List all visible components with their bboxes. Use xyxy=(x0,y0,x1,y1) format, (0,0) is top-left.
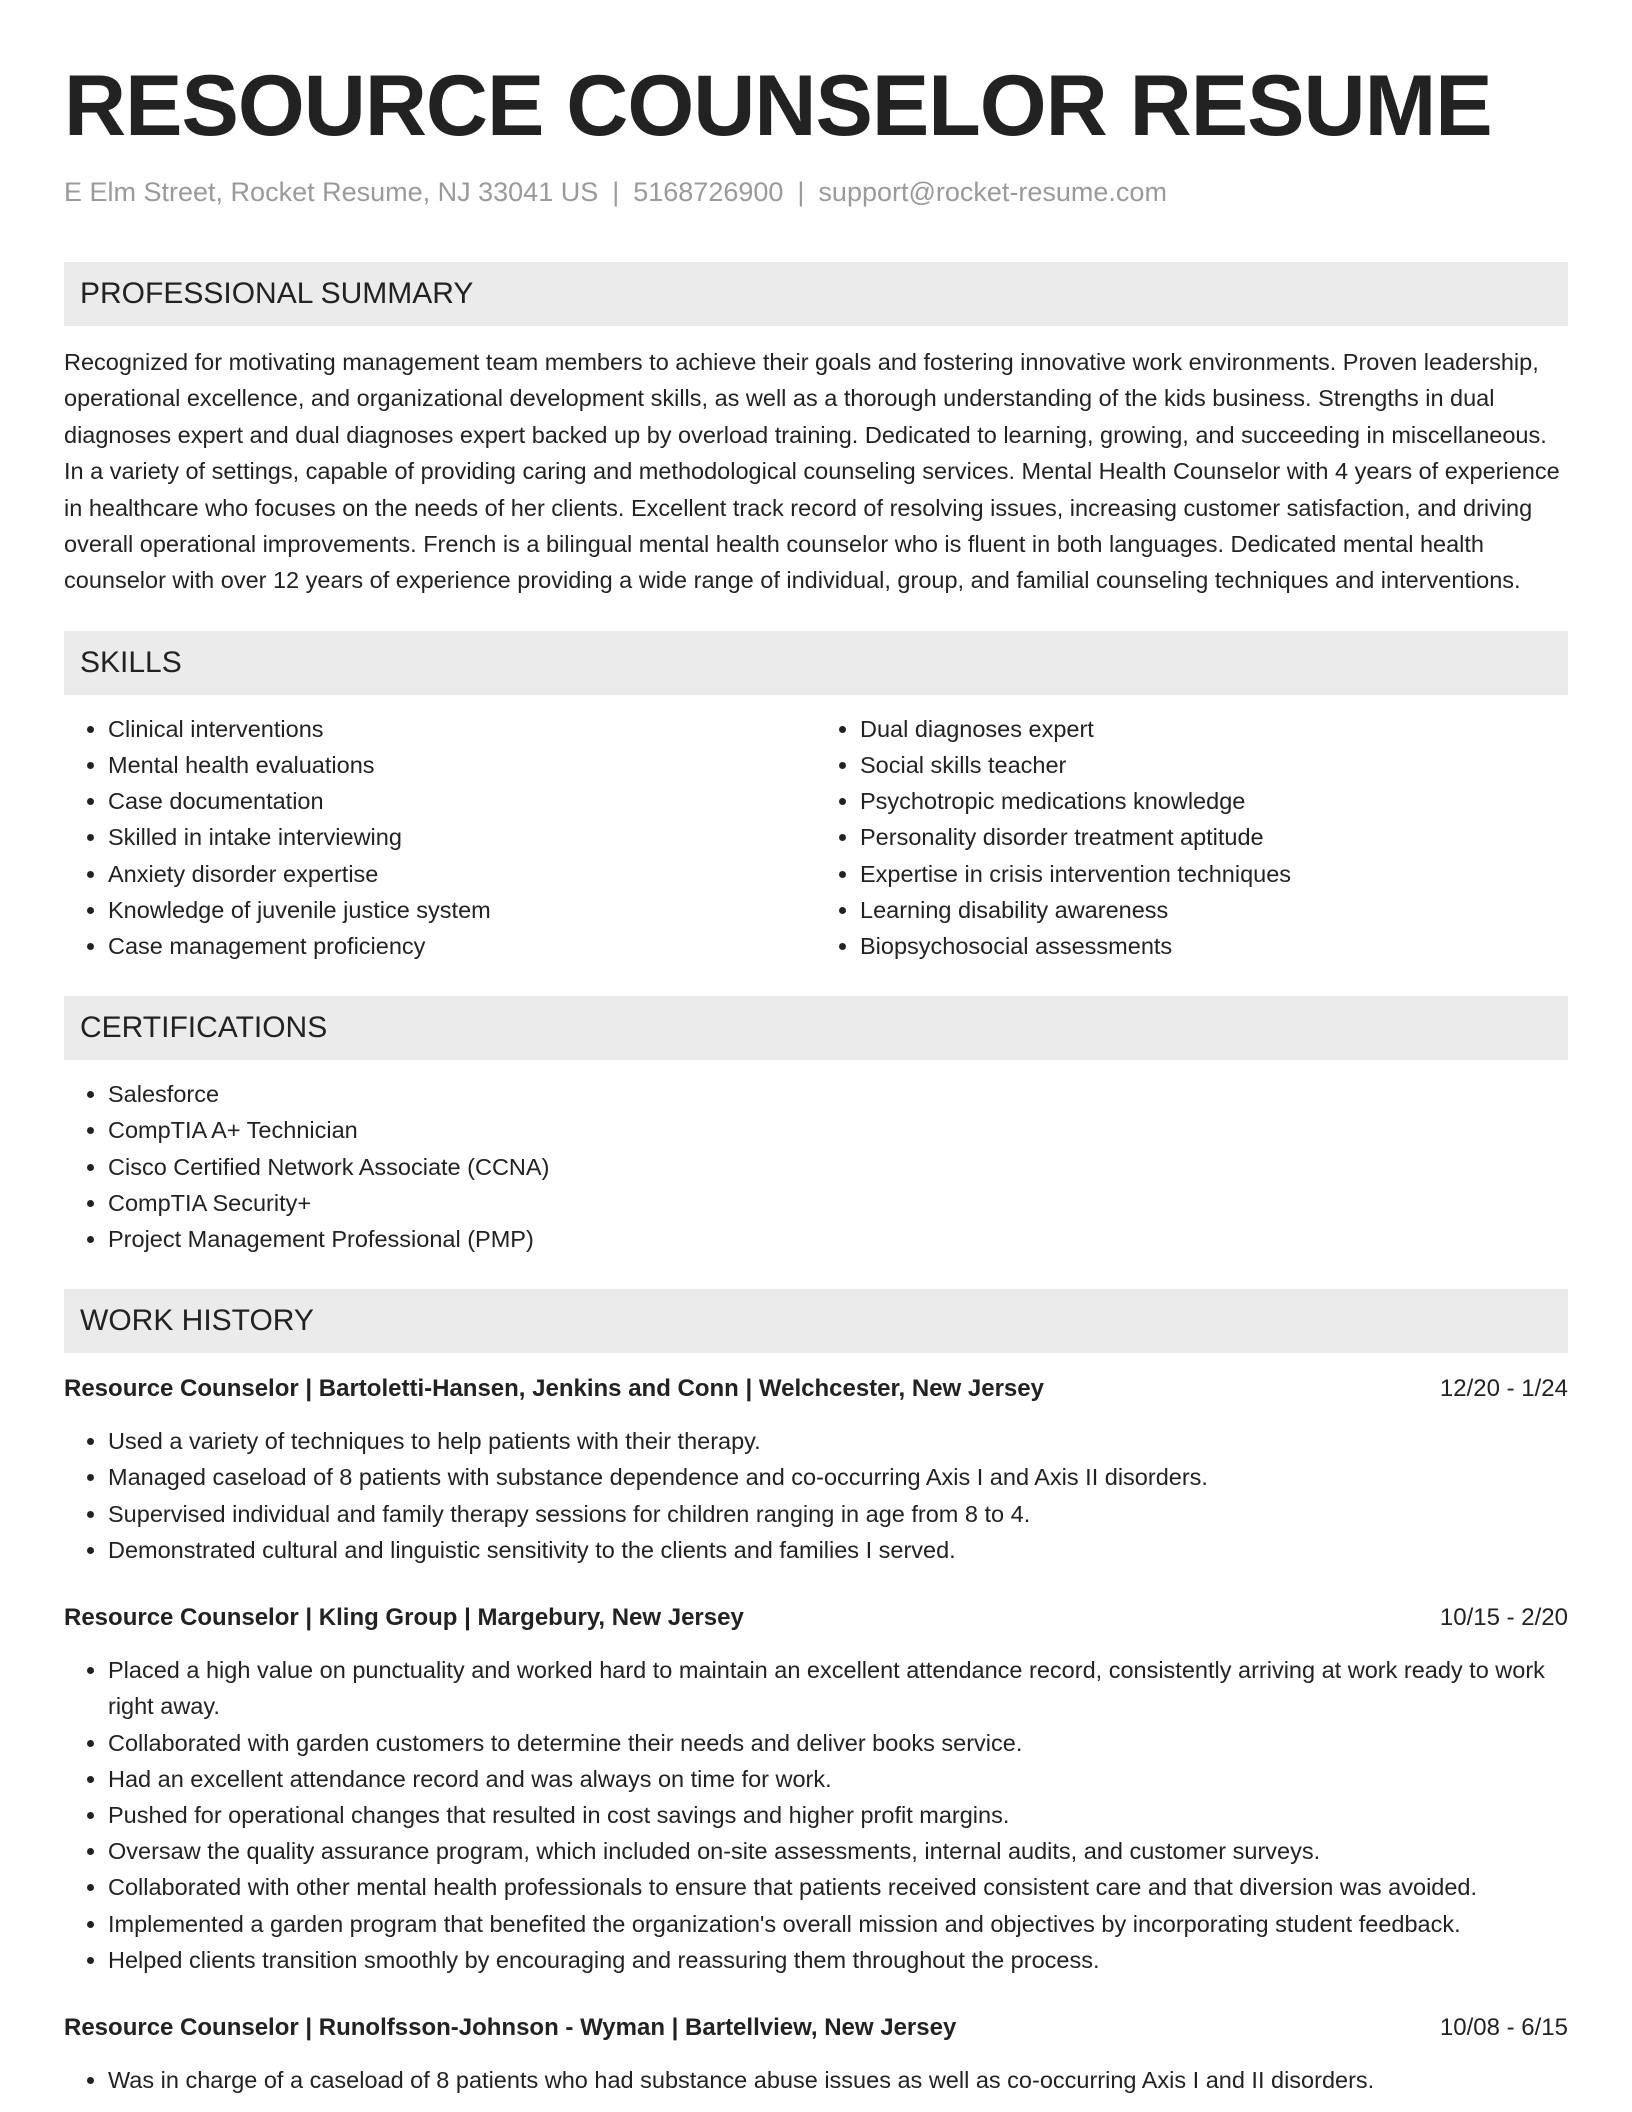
job-title: Resource Counselor | Kling Group | Margebury, New Jersey xyxy=(64,1604,744,1632)
job-bullet: • Pushed for operational changes that resulted in cost savings and higher profit margins. xyxy=(108,1797,1568,1833)
job-header xyxy=(64,1371,1568,1407)
skill-item: • Mental health evaluations xyxy=(108,747,816,783)
skill-item: • Learning disability awareness xyxy=(860,892,1568,928)
section-header-certifications: CERTIFICATIONS xyxy=(64,996,1568,1060)
skills-list-right xyxy=(816,711,1568,964)
section-header-summary: PROFESSIONAL SUMMARY xyxy=(64,262,1568,326)
certification-item: • CompTIA Security+ xyxy=(108,1185,1568,1221)
certifications-list xyxy=(64,1076,1568,1257)
job-bullet: • Placed a high value on punctuality and worked hard to maintain an excellent attendance record, consistently arriving at work ready to work right away. xyxy=(108,1652,1568,1724)
job-bullet: • Had an excellent attendance record and was always on time for work. xyxy=(108,1761,1568,1797)
skills-columns xyxy=(64,711,1568,964)
job-header xyxy=(64,1600,1568,1636)
contact-phone: 5168726900 xyxy=(633,177,784,207)
skill-item: • Expertise in crisis intervention techniques xyxy=(860,856,1568,892)
certification-item: • Salesforce xyxy=(108,1076,1568,1112)
job-title: Resource Counselor | Bartoletti-Hansen, Jenkins and Conn | Welchcester, New Jersey xyxy=(64,1375,1044,1403)
work-history-list xyxy=(64,1371,1568,2098)
skill-item: • Psychotropic medications knowledge xyxy=(860,783,1568,819)
job-bullet: • Implemented a garden program that benefited the organization's overall mission and objectives by incorporating student feedback. xyxy=(108,1906,1568,1942)
job-bullets xyxy=(64,1423,1568,1568)
contact-separator: | xyxy=(612,177,620,207)
contact-address: E Elm Street, Rocket Resume, NJ 33041 US xyxy=(64,177,599,207)
contact-line xyxy=(64,174,1568,210)
job-entry xyxy=(64,1371,1568,1568)
skill-item: • Social skills teacher xyxy=(860,747,1568,783)
job-bullet: • Managed caseload of 8 patients with substance dependence and co-occurring Axis I and Axis II disorders. xyxy=(108,1459,1568,1495)
summary-text: Recognized for motivating management team members to achieve their goals and fostering innovative work environments. Proven leadership, operational excellence, and organizational development skills, as well as a thorough understanding of the kids business. Strengths in dual diagnoses expert and dual diagnoses expert backed up by overload training. Dedicated to learning, growing, and succeeding in miscellaneous. In a variety of settings, capable of providing caring and methodological counseling services. Mental Health Counselor with 4 years of experience in healthcare who focuses on the needs of her clients. Excellent track record of resolving issues, increasing customer satisfaction, and driving overall operational improvements. French is a bilingual mental health counselor who is fluent in both languages. Dedicated mental health counselor with over 12 years of experience providing a wide range of individual, group, and familial counseling techniques and interventions. xyxy=(64,349,1560,594)
job-title: Resource Counselor | Runolfsson-Johnson - Wyman | Bartellview, New Jersey xyxy=(64,2013,957,2041)
job-dates: 12/20 - 1/24 xyxy=(1439,1375,1568,1403)
skills-list-left xyxy=(64,711,816,964)
skill-item: • Knowledge of juvenile justice system xyxy=(108,892,816,928)
skill-item: • Personality disorder treatment aptitude xyxy=(860,819,1568,855)
section-header-skills: SKILLS xyxy=(64,631,1568,695)
skill-item: • Case documentation xyxy=(108,783,816,819)
job-bullet: • Collaborated with other mental health professionals to ensure that patients received consistent care and that diversion was avoided. xyxy=(108,1869,1568,1905)
job-dates: 10/08 - 6/15 xyxy=(1439,2013,1568,2041)
certification-item: • Project Management Professional (PMP) xyxy=(108,1221,1568,1257)
job-bullet: • Supervised individual and family therapy sessions for children ranging in age from 8 to 4. xyxy=(108,1496,1568,1532)
job-bullet: • Was in charge of a caseload of 8 patients who had substance abuse issues as well as co-occurring Axis I and II disorders. xyxy=(108,2062,1568,2098)
job-header xyxy=(64,2010,1568,2046)
skill-item: • Biopsychosocial assessments xyxy=(860,928,1568,964)
job-bullet: • Collaborated with garden customers to determine their needs and deliver books service. xyxy=(108,1725,1568,1761)
section-header-work-history: WORK HISTORY xyxy=(64,1289,1568,1353)
job-bullets xyxy=(64,1652,1568,1978)
resume-title: RESOURCE COUNSELOR RESUME xyxy=(64,58,1492,154)
job-bullet: • Oversaw the quality assurance program, which included on-site assessments, internal audits, and customer surveys. xyxy=(108,1833,1568,1869)
certifications-block xyxy=(64,1076,1568,1257)
skill-item: • Anxiety disorder expertise xyxy=(108,856,816,892)
skill-item: • Skilled in intake interviewing xyxy=(108,819,816,855)
certification-item: • Cisco Certified Network Associate (CCNA) xyxy=(108,1149,1568,1185)
skill-item: • Clinical interventions xyxy=(108,711,816,747)
skill-item: • Case management proficiency xyxy=(108,928,816,964)
job-entry xyxy=(64,2010,1568,2098)
contact-separator: | xyxy=(797,177,805,207)
job-bullet: • Demonstrated cultural and linguistic sensitivity to the clients and families I served. xyxy=(108,1532,1568,1568)
skill-item: • Dual diagnoses expert xyxy=(860,711,1568,747)
job-bullet: • Used a variety of techniques to help patients with their therapy. xyxy=(108,1423,1568,1459)
job-bullets xyxy=(64,2062,1568,2098)
job-entry xyxy=(64,1600,1568,1978)
certification-item: • CompTIA A+ Technician xyxy=(108,1112,1568,1148)
job-dates: 10/15 - 2/20 xyxy=(1439,1604,1568,1632)
contact-email: support@rocket-resume.com xyxy=(818,177,1167,207)
job-bullet: • Helped clients transition smoothly by encouraging and reassuring them throughout the process. xyxy=(108,1942,1568,1978)
